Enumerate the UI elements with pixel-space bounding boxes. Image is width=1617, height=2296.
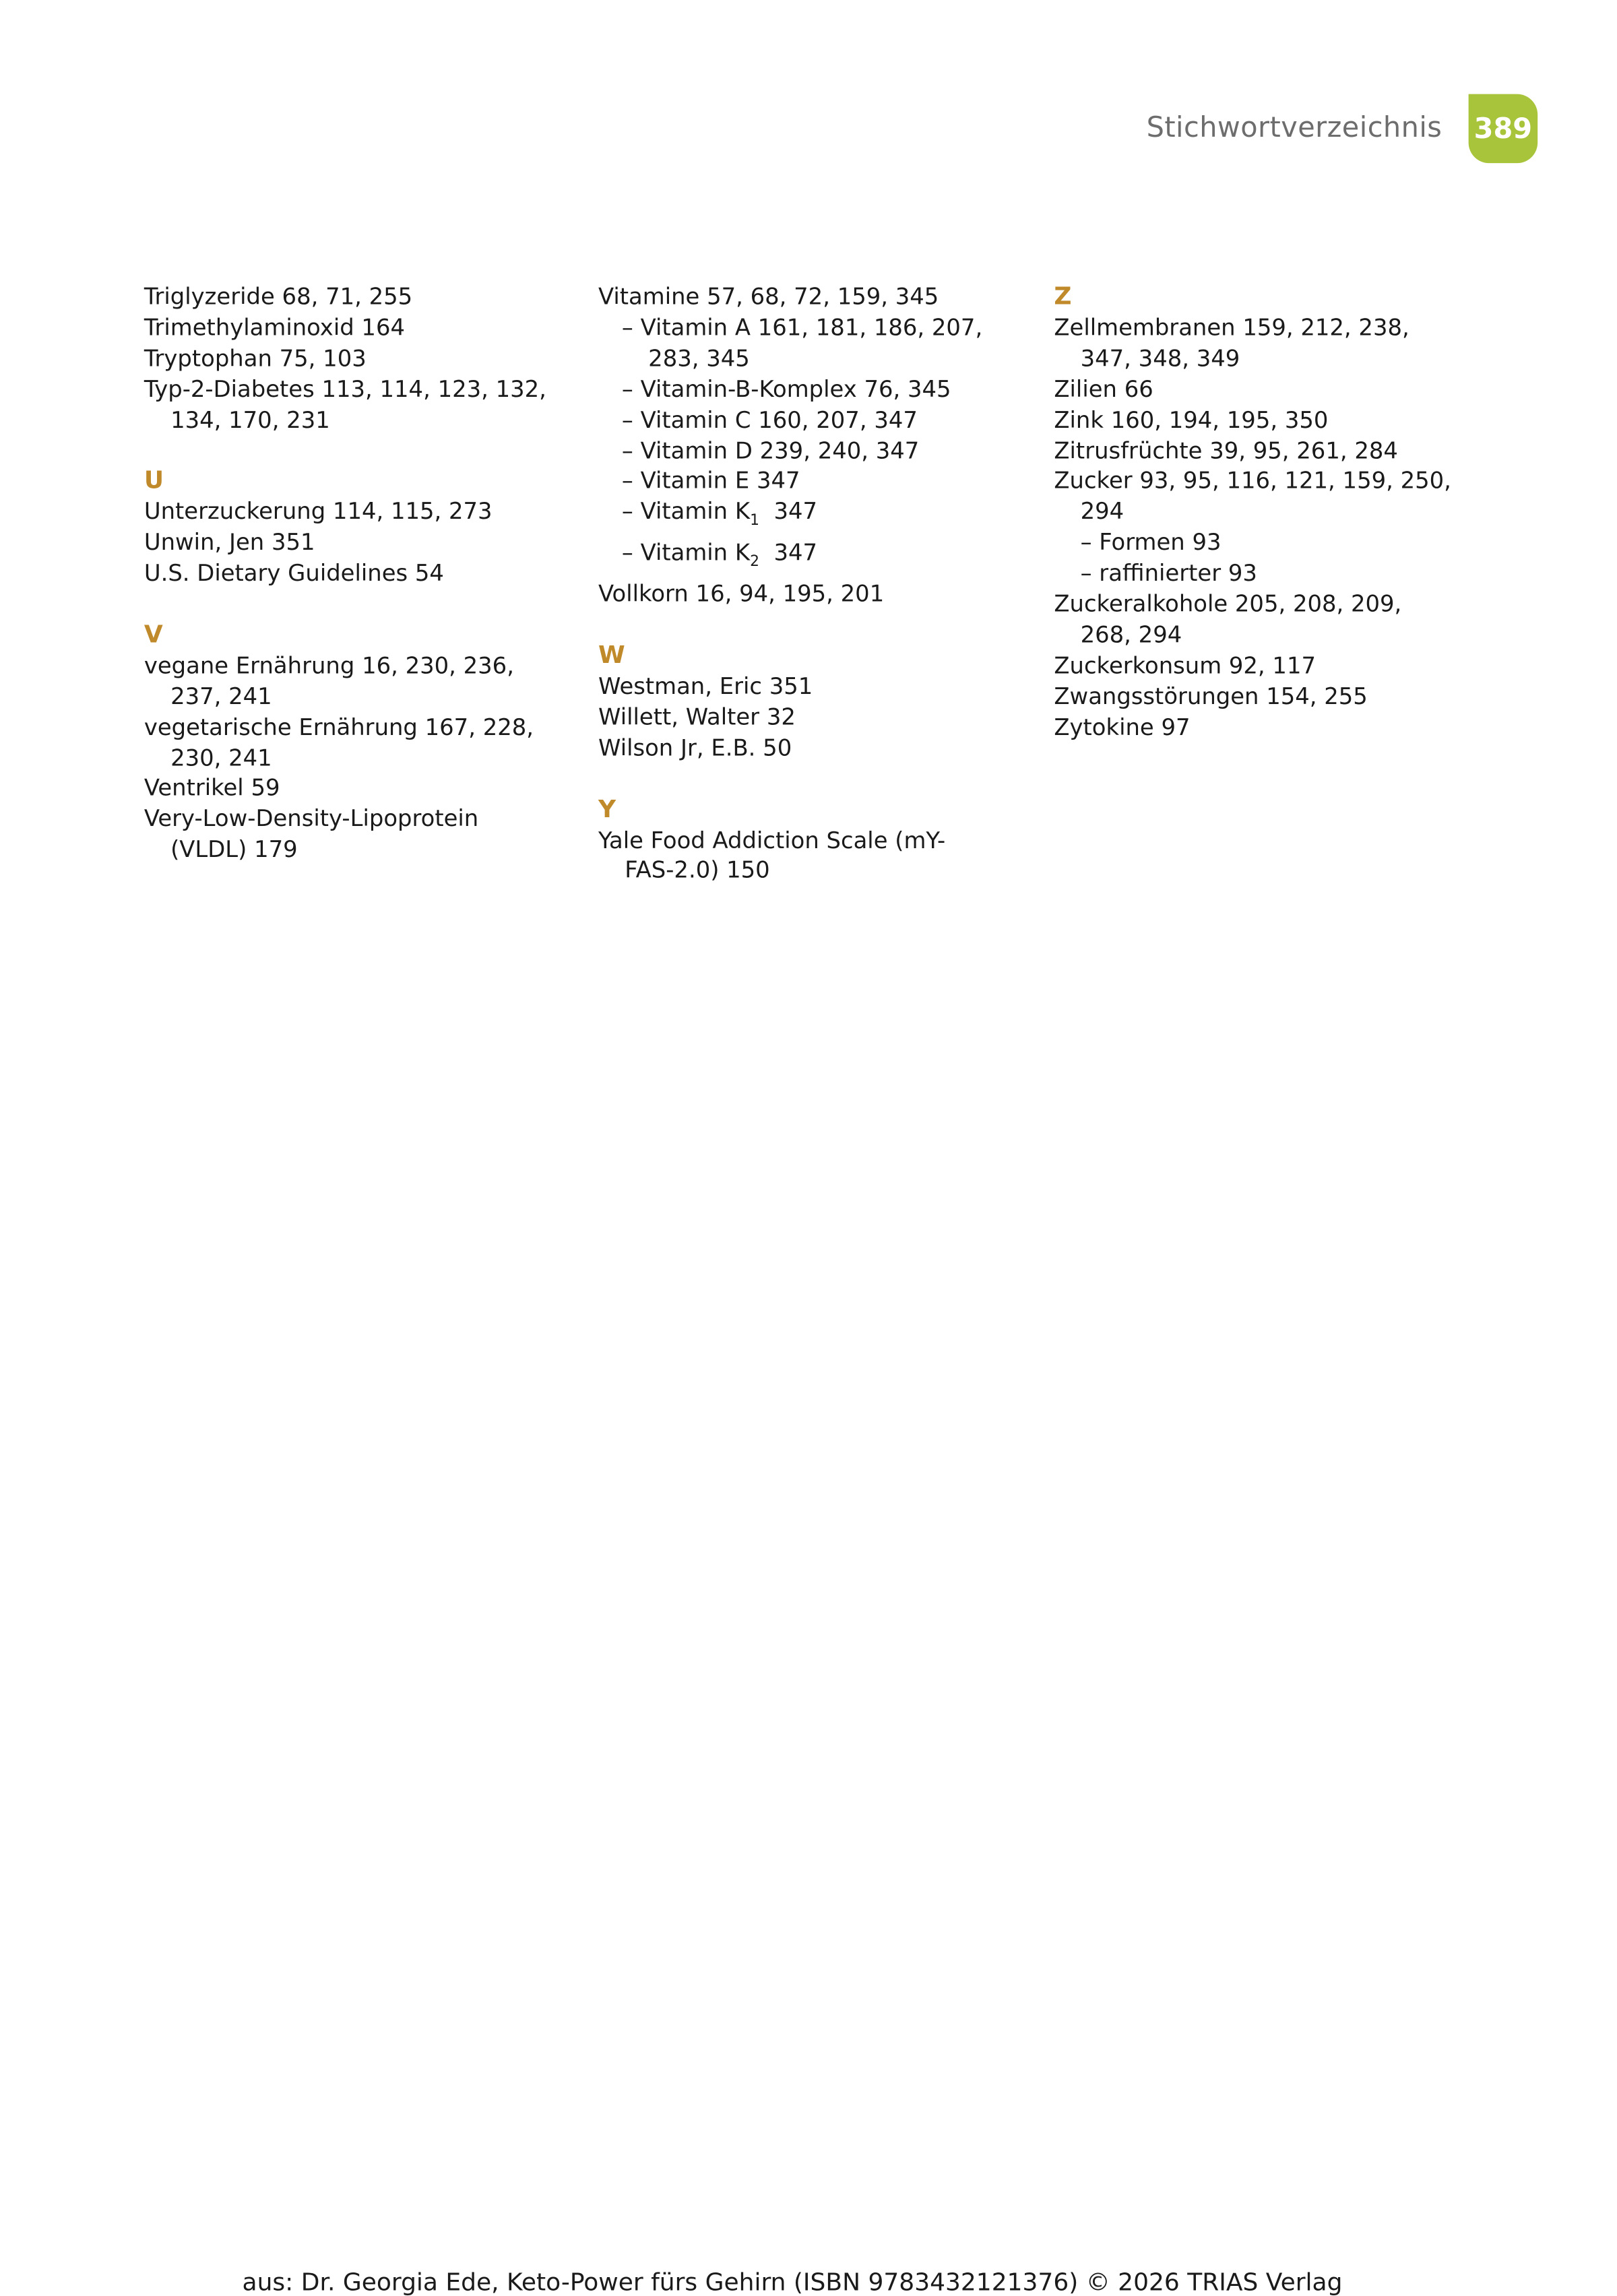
index-subentry: – Vitamin E 347: [621, 468, 800, 495]
index-entry: Vitamine 57, 68, 72, 159, 345: [598, 284, 939, 311]
index-entry: Vollkorn 16, 94, 195, 201: [598, 581, 885, 608]
subentry-pages: 347: [759, 499, 818, 525]
index-entry: Wilson Jr, E.B. 50: [598, 734, 792, 761]
subentry-label: – Vitamin K: [621, 499, 751, 525]
index-entry: Triglyzeride 68, 71, 255: [144, 284, 413, 311]
index-entry: Typ-2-Diabetes 113, 114, 123, 132, 134, 170, 231: [144, 375, 546, 433]
index-subentry: – Formen 93: [1080, 530, 1222, 556]
index-entry: Zellmembranen 159, 212, 238, 347, 348, 349: [1054, 314, 1409, 372]
subentry-label: – Vitamin K: [621, 540, 751, 567]
index-entry: Yale Food Addiction Scale (mY- FAS-2.0) 150: [598, 827, 946, 885]
section-gap: [598, 610, 1025, 641]
index-entry: Zucker 93, 95, 116, 121, 159, 250, 294: [1054, 468, 1451, 525]
index-entry: Unterzuckerung 114, 115, 273: [144, 499, 493, 525]
index-subentry-vitamin-k1: [598, 497, 1025, 538]
copyright-footer: aus: Dr. Georgia Ede, Keto-Power fürs Gehirn (ISBN 9783432121376) © 2026 TRIAS Verlag: [242, 2268, 1343, 2296]
subscript: 2: [750, 554, 759, 571]
index-entry: Trimethylaminoxid 164: [144, 314, 405, 341]
index-entry: Zilien 66: [1054, 375, 1153, 403]
section-gap: [598, 764, 1025, 795]
index-entry: vegetarische Ernährung 167, 228, 230, 241: [144, 713, 534, 771]
index-entry: Tryptophan 75, 103: [144, 345, 367, 372]
section-gap: [144, 436, 571, 467]
index-subentry: – Vitamin A 161, 181, 186, 207, 283, 345: [621, 314, 983, 372]
index-entry: Zuckeralkohole 205, 208, 209, 268, 294: [1054, 591, 1402, 649]
index-subentry-vitamin-k2: [598, 538, 1025, 579]
section-letter-v: V: [144, 620, 163, 649]
index-column-1: [144, 282, 571, 866]
index-column-2: [598, 282, 1025, 887]
index-column-3: [1054, 282, 1480, 743]
index-entry: Zuckerkonsum 92, 117: [1054, 652, 1317, 679]
section-gap: [144, 589, 571, 620]
index-entry: U.S. Dietary Guidelines 54: [144, 560, 444, 587]
index-entry: Zink 160, 194, 195, 350: [1054, 406, 1329, 433]
index-entry: vegane Ernährung 16, 230, 236, 237, 241: [144, 652, 514, 710]
subscript: 1: [750, 513, 759, 530]
subentry-pages: 347: [759, 540, 818, 567]
index-subentry: – Vitamin D 239, 240, 347: [621, 437, 920, 464]
index-entry: Ventrikel 59: [144, 775, 280, 802]
index-entry: Very-Low-Density-Lipoprotein (VLDL) 179: [144, 806, 479, 864]
page-number-badge: 389: [1469, 94, 1538, 164]
index-entry: Willett, Walter 32: [598, 703, 796, 731]
index-entry: Unwin, Jen 351: [144, 529, 315, 556]
index-entry: Westman, Eric 351: [598, 673, 813, 700]
section-letter-y: Y: [598, 794, 616, 823]
index-entry: Zytokine 97: [1054, 713, 1191, 740]
section-letter-u: U: [144, 466, 164, 495]
running-header-title: Stichwortverzeichnis: [1146, 111, 1442, 144]
section-letter-w: W: [598, 641, 625, 670]
section-letter-z: Z: [1054, 282, 1072, 311]
index-entry: Zwangsstörungen 154, 255: [1054, 683, 1368, 710]
index-subentry: – Vitamin-B-Komplex 76, 345: [621, 375, 951, 403]
index-subentry: – raffinierter 93: [1080, 560, 1257, 587]
index-entry: Zitrusfrüchte 39, 95, 261, 284: [1054, 437, 1398, 464]
index-subentry: – Vitamin C 160, 207, 347: [621, 406, 918, 433]
